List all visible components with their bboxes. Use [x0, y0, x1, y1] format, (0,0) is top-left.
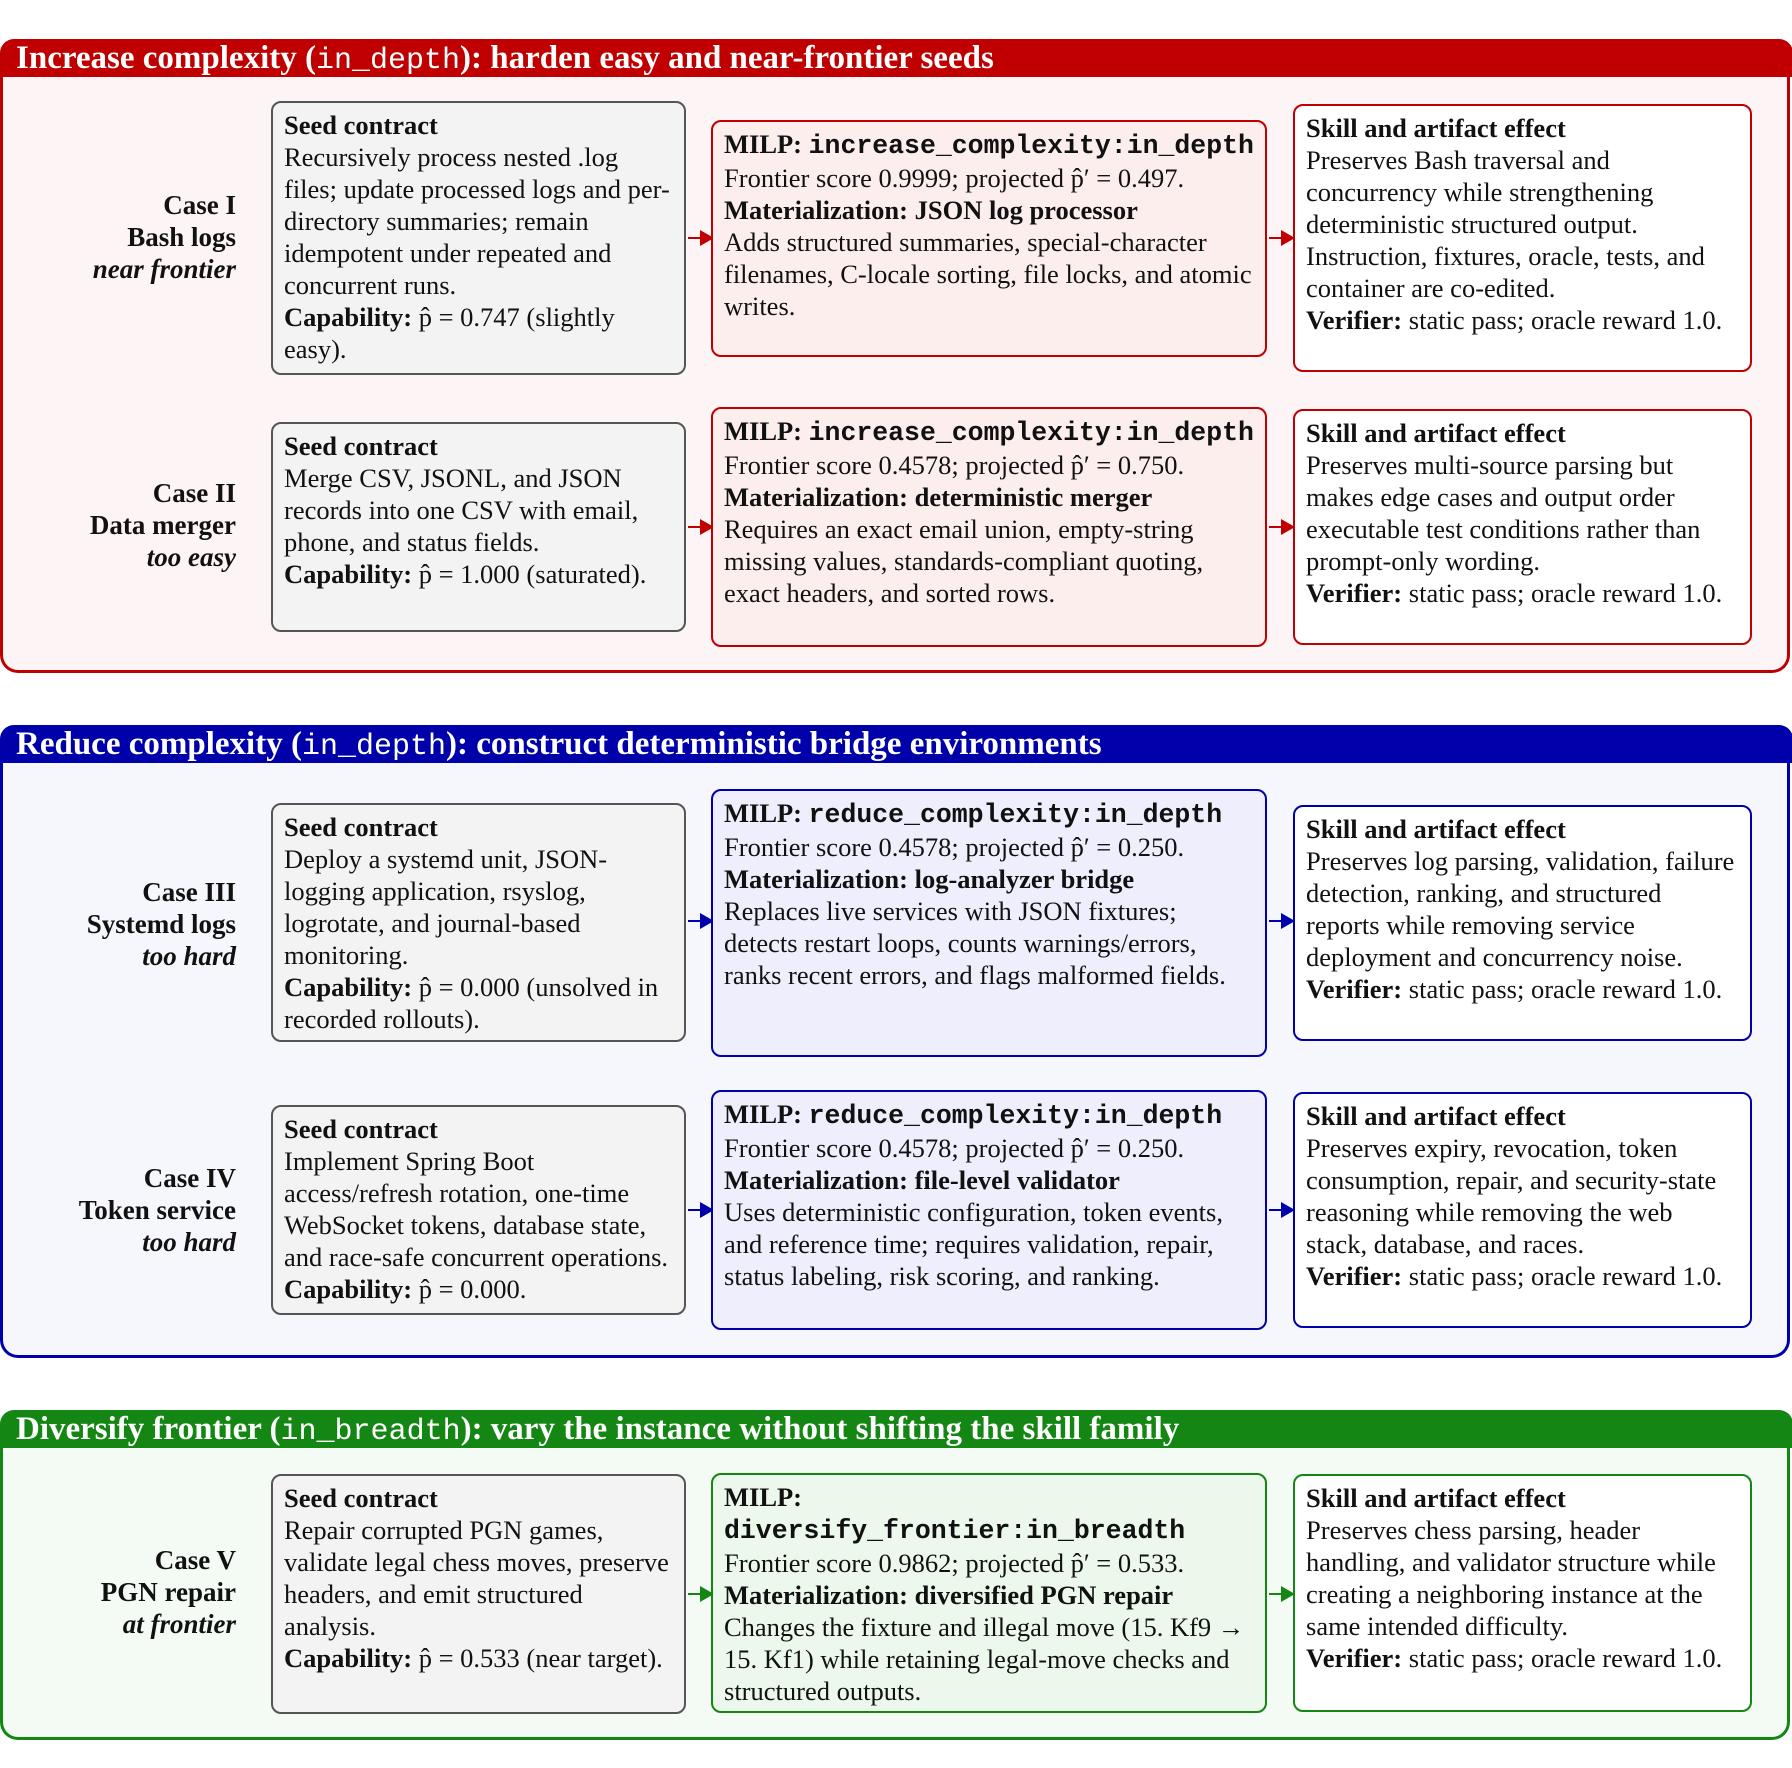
materialization-title: JSON log processor [914, 195, 1138, 225]
case-name: Token service [78, 1195, 236, 1225]
materialization-title: file-level validator [914, 1165, 1120, 1195]
milp-box [711, 1473, 1267, 1713]
milp-box [711, 1090, 1267, 1330]
case-status: too hard [142, 1227, 236, 1257]
capability-value: p̂ = 0.533 (near target). [418, 1643, 663, 1673]
capability-label: Capability: [284, 559, 413, 589]
seed-contract-box [271, 803, 686, 1042]
verifier-label: Verifier: [1306, 305, 1403, 335]
materialization-text: Replaces live services with JSON fixtures; detects restart loops, counts warnings/errors, ranks recent errors, and flags malformed fields. [724, 896, 1226, 990]
verifier-text: static pass; oracle reward 1.0. [1408, 1261, 1723, 1291]
effect-heading: Skill and artifact effect [1306, 814, 1566, 844]
verifier-text: static pass; oracle reward 1.0. [1408, 974, 1723, 1004]
arrow [1269, 920, 1293, 922]
materialization-text: Uses deterministic configuration, token events, and reference time; requires validation, repair, status labeling, risk scoring, and ranking. [724, 1197, 1223, 1291]
capability-label: Capability: [284, 972, 413, 1002]
case-label [93, 189, 236, 285]
milp-label: MILP: [724, 416, 803, 446]
case-label [101, 1544, 236, 1640]
arrow [688, 1209, 712, 1211]
case-number: Case IV [143, 1163, 236, 1193]
seed-contract-heading: Seed contract [284, 431, 438, 461]
frontier-score: Frontier score 0.4578; projected p̂′ = 0.250. [724, 832, 1185, 862]
verifier-text: static pass; oracle reward 1.0. [1408, 1643, 1723, 1673]
effect-text: Preserves multi-source parsing but makes edge cases and output order executable test conditions rather than prompt-only wording. [1306, 450, 1701, 576]
arrow [688, 1593, 712, 1595]
milp-label: MILP: [724, 129, 803, 159]
milp-operator: reduce_complexity:in_depth [808, 1101, 1223, 1131]
seed-contract-heading: Seed contract [284, 1483, 438, 1513]
materialization-label: Materialization: [724, 1580, 908, 1610]
materialization-text: Requires an exact email union, empty-string missing values, standards-compliant quoting, exact headers, and sorted rows. [724, 514, 1204, 608]
milp-label: MILP: [724, 1482, 803, 1512]
seed-contract-text: Implement Spring Boot access/refresh rotation, one-time WebSocket tokens, database state, and race-safe concurrent operations. [284, 1146, 669, 1272]
materialization-label: Materialization: [724, 195, 908, 225]
verifier-text: static pass; oracle reward 1.0. [1408, 305, 1723, 335]
seed-contract-box [271, 1474, 686, 1714]
seed-contract-heading: Seed contract [284, 812, 438, 842]
effect-text: Preserves log parsing, validation, failure detection, ranking, and structured reports while removing service deployment and concurrency noise. [1306, 846, 1735, 972]
arrow [1269, 1209, 1293, 1211]
verifier-label: Verifier: [1306, 974, 1403, 1004]
case-number: Case II [152, 478, 236, 508]
case-label [87, 876, 236, 972]
case-status: too easy [146, 542, 236, 572]
materialization-label: Materialization: [724, 1165, 908, 1195]
milp-box [711, 789, 1267, 1057]
case-label [79, 1162, 236, 1258]
case-status: near frontier [92, 254, 236, 284]
seed-contract-text: Repair corrupted PGN games, validate legal chess moves, preserve headers, and emit structured analysis. [284, 1515, 669, 1641]
arrow [1269, 526, 1293, 528]
case-number: Case I [163, 190, 236, 220]
seed-contract-box [271, 422, 686, 632]
arrow [1269, 237, 1293, 239]
effect-text: Preserves chess parsing, header handling, and validator structure while creating a neighboring instance at the same intended difficulty. [1306, 1515, 1716, 1641]
verifier-label: Verifier: [1306, 1643, 1403, 1673]
milp-operator: increase_complexity:in_depth [808, 418, 1254, 448]
seed-contract-text: Recursively process nested .log files; update processed logs and per-directory summaries; remain idempotent under repeated and concurrent runs. [284, 142, 670, 300]
case-name: Systemd logs [86, 909, 236, 939]
case-label [90, 477, 236, 573]
case-name: Bash logs [127, 222, 236, 252]
frontier-score: Frontier score 0.4578; projected p̂′ = 0.750. [724, 450, 1185, 480]
frontier-score: Frontier score 0.9862; projected p̂′ = 0.533. [724, 1548, 1185, 1578]
capability-value: p̂ = 0.000. [418, 1274, 527, 1304]
capability-label: Capability: [284, 1643, 413, 1673]
seed-contract-text: Merge CSV, JSONL, and JSON records into one CSV with email, phone, and status fields. [284, 463, 639, 557]
effect-heading: Skill and artifact effect [1306, 113, 1566, 143]
arrow [688, 237, 712, 239]
effect-heading: Skill and artifact effect [1306, 418, 1566, 448]
seed-contract-heading: Seed contract [284, 1114, 438, 1144]
frontier-score: Frontier score 0.4578; projected p̂′ = 0.250. [724, 1133, 1185, 1163]
section-title-diversify: Diversify frontier (in_breadth): vary the instance without shifting the skill family [0, 1410, 1792, 1448]
milp-operator: reduce_complexity:in_depth [808, 800, 1223, 830]
verifier-label: Verifier: [1306, 1261, 1403, 1291]
capability-value: p̂ = 0.000 (unsolved in recorded rollouts). [284, 972, 659, 1034]
section-title-reduce: Reduce complexity (in_depth): construct deterministic bridge environments [0, 725, 1792, 763]
effect-text: Preserves expiry, revocation, token consumption, repair, and security-state reasoning while removing the web stack, database, and races. [1306, 1133, 1717, 1259]
materialization-text: Changes the fixture and illegal move (15. Kf9 → 15. Kf1) while retaining legal-move checks and structured outputs. [724, 1612, 1245, 1706]
case-status: too hard [142, 941, 236, 971]
materialization-label: Materialization: [724, 864, 908, 894]
case-name: Data merger [89, 510, 236, 540]
milp-operator: increase_complexity:in_depth [808, 131, 1254, 161]
capability-label: Capability: [284, 1274, 413, 1304]
case-number: Case III [142, 877, 236, 907]
seed-contract-heading: Seed contract [284, 110, 438, 140]
case-name: PGN repair [100, 1577, 236, 1607]
materialization-title: deterministic merger [914, 482, 1153, 512]
effect-box [1293, 805, 1752, 1041]
verifier-text: static pass; oracle reward 1.0. [1408, 578, 1723, 608]
milp-box [711, 407, 1267, 647]
capability-label: Capability: [284, 302, 413, 332]
materialization-text: Adds structured summaries, special-character filenames, C-locale sorting, file locks, and atomic writes. [724, 227, 1252, 321]
case-status: at frontier [122, 1609, 236, 1639]
milp-operator: diversify_frontier:in_breadth [724, 1516, 1186, 1546]
materialization-label: Materialization: [724, 482, 908, 512]
milp-box [711, 120, 1267, 357]
effect-box [1293, 1092, 1752, 1328]
case-number: Case V [154, 1545, 236, 1575]
arrow [688, 920, 712, 922]
effect-heading: Skill and artifact effect [1306, 1101, 1566, 1131]
seed-contract-box [271, 101, 686, 375]
capability-value: p̂ = 1.000 (saturated). [418, 559, 647, 589]
materialization-title: diversified PGN repair [914, 1580, 1174, 1610]
effect-box [1293, 409, 1752, 645]
verifier-label: Verifier: [1306, 578, 1403, 608]
arrow [1269, 1593, 1293, 1595]
section-title-increase: Increase complexity (in_depth): harden easy and near-frontier seeds [0, 39, 1792, 77]
milp-label: MILP: [724, 798, 803, 828]
materialization-title: log-analyzer bridge [914, 864, 1135, 894]
frontier-score: Frontier score 0.9999; projected p̂′ = 0.497. [724, 163, 1185, 193]
effect-heading: Skill and artifact effect [1306, 1483, 1566, 1513]
effect-text: Preserves Bash traversal and concurrency while strengthening deterministic structured output. Instruction, fixtures, oracle, tests, and container are co-edited. [1306, 145, 1705, 303]
capability-value: p̂ = 0.747 (slightly easy). [284, 302, 615, 364]
effect-box [1293, 1474, 1752, 1712]
arrow [688, 526, 712, 528]
effect-box [1293, 104, 1752, 372]
milp-label: MILP: [724, 1099, 803, 1129]
seed-contract-text: Deploy a systemd unit, JSON-logging application, rsyslog, logrotate, and journal-based monitoring. [284, 844, 608, 970]
seed-contract-box [271, 1105, 686, 1315]
